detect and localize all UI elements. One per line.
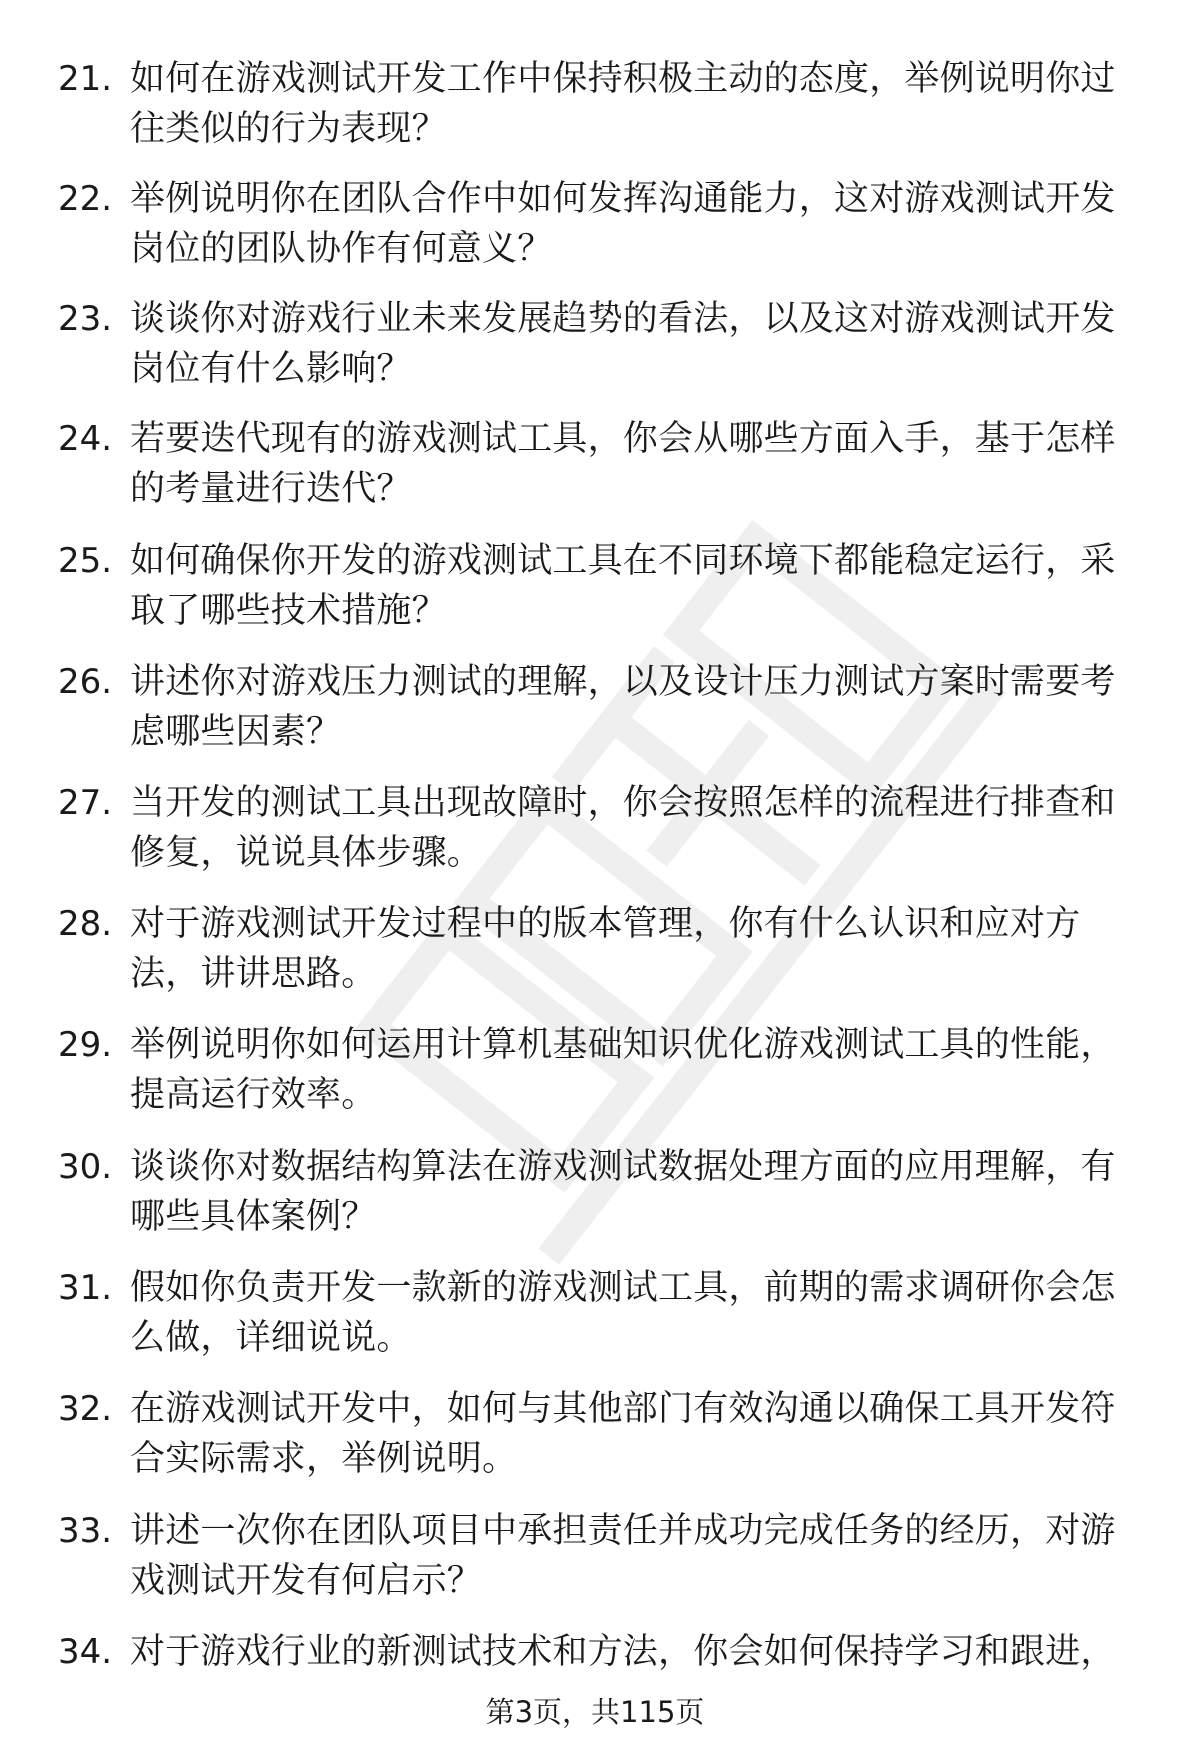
question-line: 当开发的测试工具出现故障时，你会按照怎样的流程进行排查和 — [130, 783, 1116, 823]
question-item — [0, 1627, 1190, 1677]
question-number: 21. — [58, 59, 113, 99]
question-line: 取了哪些技术措施？ — [130, 591, 447, 631]
question-item — [0, 1142, 1190, 1242]
question-line: 岗位有什么影响？ — [130, 349, 412, 389]
question-text — [130, 414, 1150, 514]
question-item — [0, 414, 1190, 514]
question-line: 若要迭代现有的游戏测试工具，你会从哪些方面入手，基于怎样 — [130, 419, 1116, 459]
question-item — [0, 657, 1190, 757]
question-number: 32. — [58, 1389, 113, 1429]
question-line: 么做，详细说说。 — [130, 1318, 412, 1358]
question-text — [130, 54, 1150, 154]
question-text — [130, 778, 1150, 878]
question-text — [130, 899, 1150, 999]
question-line: 提高运行效率。 — [130, 1075, 377, 1115]
question-line: 讲述一次你在团队项目中承担责任并成功完成任务的经历，对游 — [130, 1511, 1116, 1551]
question-line: 的考量进行迭代？ — [130, 469, 412, 509]
question-item — [0, 536, 1190, 636]
page-footer: 第3页，共115页 — [485, 1695, 705, 1729]
question-text — [130, 174, 1150, 274]
question-item — [0, 1020, 1190, 1120]
question-line: 往类似的行为表现？ — [130, 109, 447, 149]
question-line: 谈谈你对游戏行业未来发展趋势的看法，以及这对游戏测试开发 — [130, 299, 1116, 339]
question-number: 24. — [58, 419, 113, 459]
question-number: 29. — [58, 1025, 113, 1065]
question-line: 讲述你对游戏压力测试的理解，以及设计压力测试方案时需要考 — [130, 662, 1116, 702]
question-number: 23. — [58, 299, 113, 339]
question-item — [0, 778, 1190, 878]
question-line: 哪些具体案例？ — [130, 1197, 377, 1237]
question-text — [130, 536, 1150, 636]
question-item — [0, 54, 1190, 154]
question-line: 合实际需求，举例说明。 — [130, 1439, 518, 1479]
question-line: 对于游戏测试开发过程中的版本管理，你有什么认识和应对方 — [130, 904, 1081, 944]
question-item — [0, 1384, 1190, 1484]
question-text — [130, 294, 1150, 394]
question-line: 如何在游戏测试开发工作中保持积极主动的态度，举例说明你过 — [130, 59, 1116, 99]
question-number: 22. — [58, 179, 113, 219]
question-line: 举例说明你在团队合作中如何发挥沟通能力，这对游戏测试开发 — [130, 179, 1116, 219]
question-text — [130, 1263, 1150, 1363]
question-line: 岗位的团队协作有何意义？ — [130, 229, 553, 269]
question-text — [130, 1506, 1150, 1606]
question-number: 34. — [58, 1632, 113, 1672]
question-number: 27. — [58, 783, 113, 823]
question-line: 戏测试开发有何启示？ — [130, 1561, 483, 1601]
question-line: 虑哪些因素？ — [130, 712, 342, 752]
question-number: 30. — [58, 1147, 113, 1187]
question-item — [0, 174, 1190, 274]
question-item — [0, 1263, 1190, 1363]
question-text — [130, 1384, 1150, 1484]
question-item — [0, 899, 1190, 999]
question-line: 假如你负责开发一款新的游戏测试工具，前期的需求调研你会怎 — [130, 1268, 1116, 1308]
question-number: 31. — [58, 1268, 113, 1308]
question-line: 法，讲讲思路。 — [130, 954, 377, 994]
question-text — [130, 1020, 1150, 1120]
question-line: 在游戏测试开发中，如何与其他部门有效沟通以确保工具开发符 — [130, 1389, 1116, 1429]
question-line: 如何确保你开发的游戏测试工具在不同环境下都能稳定运行，采 — [130, 541, 1116, 581]
question-text — [130, 1627, 1150, 1677]
question-number: 26. — [58, 662, 113, 702]
question-line: 谈谈你对数据结构算法在游戏测试数据处理方面的应用理解，有 — [130, 1147, 1116, 1187]
question-number: 25. — [58, 541, 113, 581]
question-number: 33. — [58, 1511, 113, 1551]
question-number: 28. — [58, 904, 113, 944]
question-line: 修复，说说具体步骤。 — [130, 833, 483, 873]
question-item — [0, 294, 1190, 394]
question-text — [130, 657, 1150, 757]
question-line: 举例说明你如何运用计算机基础知识优化游戏测试工具的性能， — [130, 1025, 1116, 1065]
question-item — [0, 1506, 1190, 1606]
question-text — [130, 1142, 1150, 1242]
question-line: 对于游戏行业的新测试技术和方法，你会如何保持学习和跟进， — [130, 1632, 1116, 1672]
